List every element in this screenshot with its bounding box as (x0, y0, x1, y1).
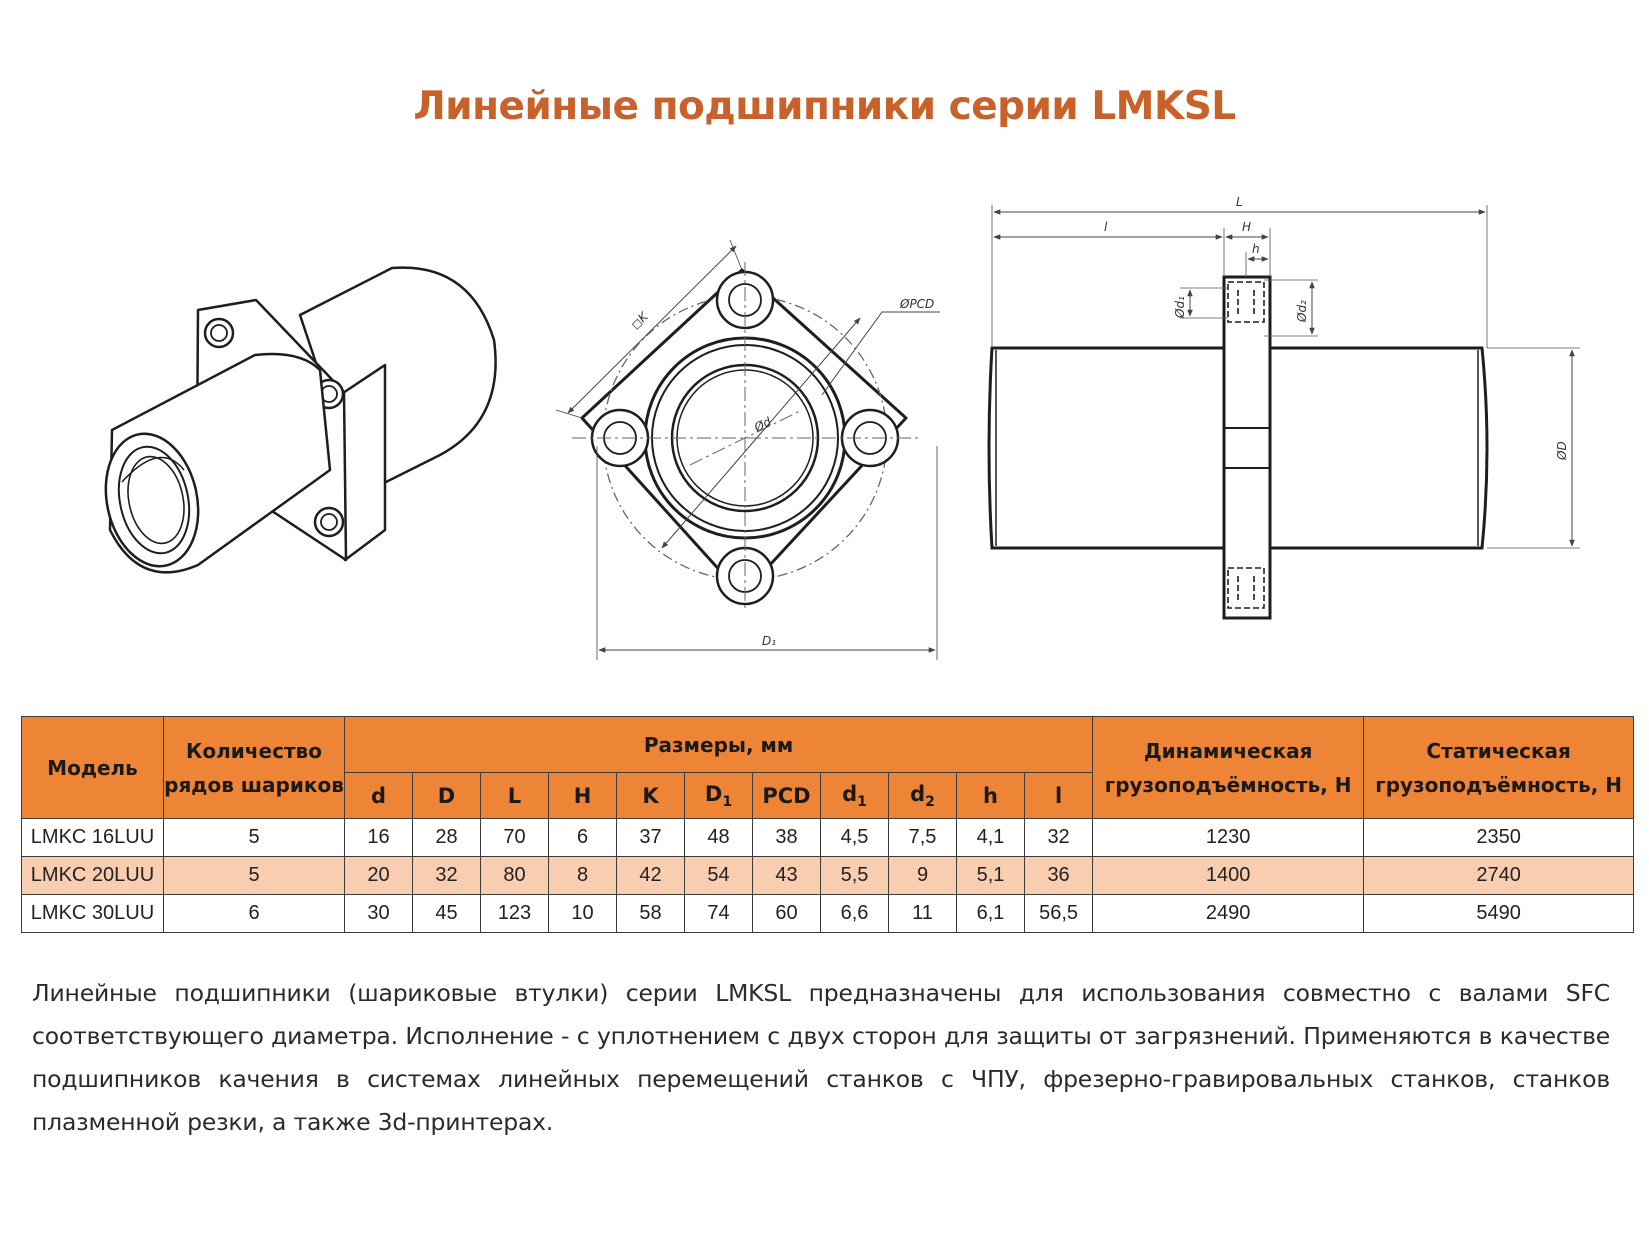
header-d: d (345, 773, 413, 819)
header-H: H (549, 773, 617, 819)
cell-balls: 6 (164, 895, 345, 933)
header-d1: $d_1$ (821, 773, 889, 819)
cell-dynamic: 1400 (1093, 857, 1364, 895)
header-dimensions: Размеры, мм (345, 717, 1093, 773)
cell-D1: 48 (685, 819, 753, 857)
dim-label-pcd: ØPCD (900, 297, 935, 311)
cell-d2: 11 (889, 895, 957, 933)
cell-PCD: 60 (753, 895, 821, 933)
cell-K: 37 (617, 819, 685, 857)
cell-dynamic: 1230 (1093, 819, 1364, 857)
cell-d1: 5,5 (821, 857, 889, 895)
header-D1: $D_1$ (685, 773, 753, 819)
cell-H: 10 (549, 895, 617, 933)
cell-static: 2350 (1364, 819, 1634, 857)
cell-d1: 6,6 (821, 895, 889, 933)
cell-K: 42 (617, 857, 685, 895)
cell-d: 16 (345, 819, 413, 857)
dim-label-d: Ød (752, 414, 774, 435)
table-row (22, 819, 1634, 857)
cell-d2: 9 (889, 857, 957, 895)
cell-L: 123 (481, 895, 549, 933)
header-model: Модель (22, 717, 164, 819)
dim-label-d1: D₁ (762, 634, 777, 648)
cell-D: 45 (413, 895, 481, 933)
cell-PCD: 43 (753, 857, 821, 895)
header-d2: $d_2$ (889, 773, 957, 819)
dim-label-l: l (1104, 220, 1108, 234)
cell-D: 32 (413, 857, 481, 895)
cell-l: 56,5 (1025, 895, 1093, 933)
description-paragraph: Линейные подшипники (шариковые втулки) серии LMKSL предназначены для использования совместно с валами SFC соответствующего диаметра. Исполнение - с уплотнением с двух сторон для защиты от загрязнений. Применяются в качестве подшипников качения в системах линейных перемещений станков с ЧПУ, фрезерно-гравировальных станков, станков плазменной резки, а также 3d-принтерах. (32, 979, 1610, 1136)
table-row (22, 857, 1634, 895)
cell-balls: 5 (164, 857, 345, 895)
header-PCD: PCD (753, 773, 821, 819)
dim-label-D: ØD (1555, 441, 1569, 460)
cell-H: 6 (549, 819, 617, 857)
cell-L: 80 (481, 857, 549, 895)
isometric-view (94, 268, 496, 575)
header-static-load: Статическая грузоподъёмность, Н (1364, 717, 1634, 819)
cell-K: 58 (617, 895, 685, 933)
dim-label-h: h (1252, 242, 1260, 256)
cell-static: 2740 (1364, 857, 1634, 895)
cell-L: 70 (481, 819, 549, 857)
cell-dynamic: 2490 (1093, 895, 1364, 933)
header-L: L (481, 773, 549, 819)
cell-H: 8 (549, 857, 617, 895)
dim-label-d1-side: Ød₁ (1173, 296, 1187, 318)
cell-l: 36 (1025, 857, 1093, 895)
cell-h: 5,1 (957, 857, 1025, 895)
cell-static: 5490 (1364, 895, 1634, 933)
cell-model: LMKC 30LUU (22, 895, 164, 933)
spec-table (21, 716, 1634, 933)
header-D: D (413, 773, 481, 819)
dim-label-d2-side: Ød₂ (1295, 300, 1309, 322)
cell-D1: 74 (685, 895, 753, 933)
cell-h: 4,1 (957, 819, 1025, 857)
table-row (22, 895, 1634, 933)
cell-model: LMKC 20LUU (22, 857, 164, 895)
header-ball-rows: Количество рядов шариков (164, 717, 345, 819)
cell-h: 6,1 (957, 895, 1025, 933)
dim-label-H: H (1242, 220, 1252, 234)
cell-balls: 5 (164, 819, 345, 857)
technical-drawings (0, 150, 1649, 680)
header-K: K (617, 773, 685, 819)
side-view (989, 205, 1580, 618)
cell-d: 20 (345, 857, 413, 895)
cell-model: LMKC 16LUU (22, 819, 164, 857)
page-title: Линейные подшипники серии LMKSL (413, 84, 1236, 129)
front-view (556, 240, 940, 660)
table-header-row (22, 717, 1634, 773)
dim-label-L: L (1236, 195, 1243, 209)
cell-l: 32 (1025, 819, 1093, 857)
header-l: l (1025, 773, 1093, 819)
cell-d2: 7,5 (889, 819, 957, 857)
cell-d1: 4,5 (821, 819, 889, 857)
dim-label-k: ◻K (628, 309, 651, 333)
cell-D1: 54 (685, 857, 753, 895)
header-dynamic-load: Динамическая грузоподъёмность, Н (1093, 717, 1364, 819)
cell-D: 28 (413, 819, 481, 857)
header-h: h (957, 773, 1025, 819)
cell-PCD: 38 (753, 819, 821, 857)
cell-d: 30 (345, 895, 413, 933)
